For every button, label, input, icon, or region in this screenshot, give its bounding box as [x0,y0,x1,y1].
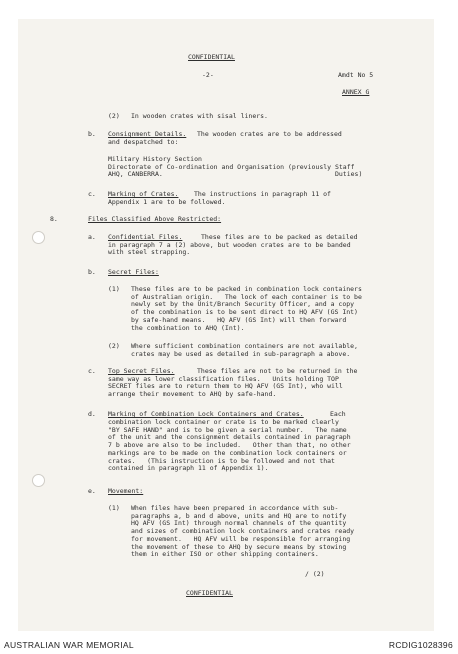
page-number: -2- [202,71,214,79]
item-number: (1) [108,285,120,293]
archive-source: AUSTRALIAN WAR MEMORIAL [4,640,134,650]
sub-para-text: These files are to be packed as detailed in paragraph 7 a (2) above, but wooden crates are to be banded with steel strapping. [108,233,358,257]
amendment-number: Amdt No 5 [338,71,374,79]
sub-para-heading: Marking of Crates. [108,190,179,198]
footer-classification: CONFIDENTIAL [186,589,233,597]
sub-para-letter: e. [88,487,96,495]
sub-para-letter: a. [88,233,96,241]
sub-para-text: The instructions in paragraph 11 of Appendix 1 are to be followed. [108,190,331,206]
continuation-marker: / (2) [305,570,325,578]
sub-para-heading: Confidential Files. [108,233,183,241]
archive-reference: RCDIG1028396 [388,640,453,650]
item-number: (2) [108,112,120,120]
para-heading: Files Classified Above Restricted: [88,215,222,223]
item-text: When files have been prepared in accordance with sub- paragraphs a, b and d above, units and HQ are to notify HQ AFV (GS Int) through normal channels of the quantity and sizes of combination lock containers and crates ready for movement. HQ AFV will be responsible for arranging the movement of these to AHQ by secure means by stowing them in either ISO or other shipping containers. [131,504,355,559]
punch-hole [32,474,45,487]
sub-para-heading: Consignment Details. [108,130,187,138]
sub-para-text: combination lock container or crate is to be marked clearly "BY SAFE HAND" and is to be given a serial number. The name of the unit and the consignment details contained in paragraph 7 b above are also to be included. Other than that, no other markings are to be made on the combination lock containers or crates. (This instruction is to be followed and not that contained in paragraph 11 of Appendix 1). [108,418,351,473]
sub-para-letter: b. [88,130,96,138]
para-number: 8. [50,215,58,223]
sub-para-text: These files are not to be returned in the same way as lower classification files. Units holding TOP SECRET files are to return them to HQ AFV (GS Int), who will arrange their movement to AHQ by safe-hand. [108,367,358,399]
address-block: Military History Section Directorate of Co-ordination and Organisation (previously Staff AHQ, CANBERRA. Duties) [108,155,363,179]
sub-para-letter: b. [88,268,96,276]
sub-para-letter: c. [88,367,96,375]
sub-para-letter: d. [88,410,96,418]
item-number: (2) [108,342,120,350]
item-text: Where sufficient combination containers are not available, crates may be used as detailed in sub-paragraph a above. [131,342,358,358]
sub-para-text: The wooden crates are to be addressed and despatched to: [108,130,342,146]
sub-para-text: Each [330,410,346,418]
sub-para-heading: Top Secret Files. [108,367,175,375]
annex-label: ANNEX G [342,88,370,96]
item-text: In wooden crates with sisal liners. [131,112,268,120]
sub-para-heading: Secret Files: [108,268,159,276]
punch-hole [32,231,45,244]
header-classification: CONFIDENTIAL [188,53,235,61]
sub-para-heading: Movement: [108,487,144,495]
sub-para-letter: c. [88,190,96,198]
item-number: (1) [108,504,120,512]
item-text: These files are to be packed in combination lock containers of Australian origin. The lock of each container is to be newly set by the Unit/Branch Security Officer, and a copy of the combination is to be sent direct to HQ AFV (GS Int) by safe-hand means. HQ AFV (GS Int) will then forward the combination to AHQ (Int). [131,285,362,332]
sub-para-heading: Marking of Combination Lock Containers and Crates. [108,410,304,418]
